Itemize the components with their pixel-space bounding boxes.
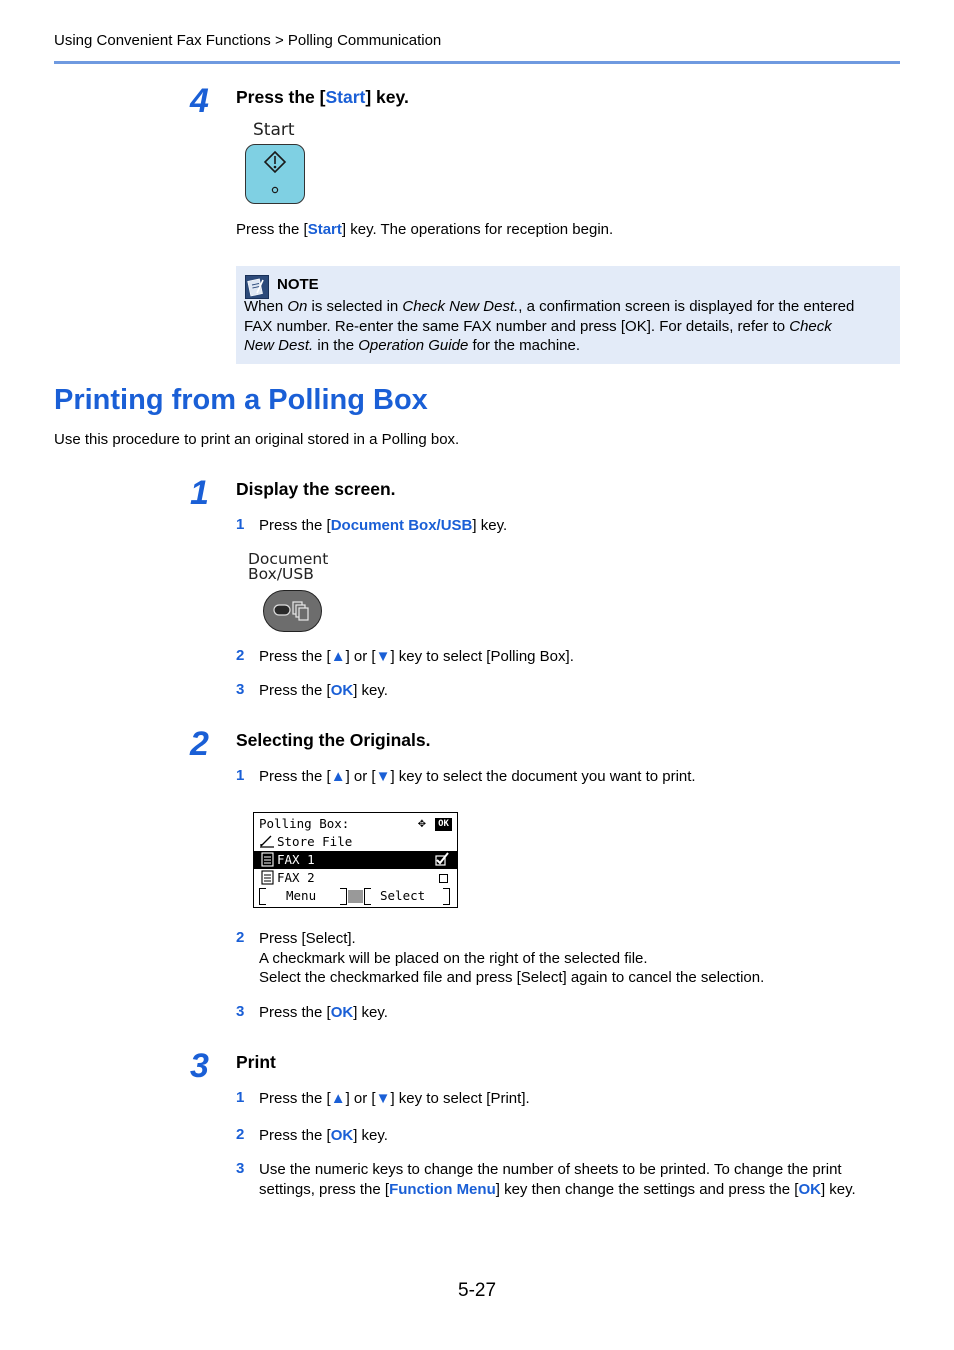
- page-number: 5-27: [458, 1280, 497, 1301]
- document-box-icon: [264, 591, 321, 631]
- down-arrow-icon: ▼: [375, 1090, 391, 1107]
- step3-substep-1-number: 1: [236, 1089, 245, 1106]
- lcd-screen: [253, 812, 458, 908]
- step4-heading: Press the [Start] key.: [236, 87, 409, 107]
- step2-substep-2-text: Press [Select]. A checkmark will be placed on the right of the selected file. Select the checkmarked file and press [Select] again to cancel the selection.: [259, 930, 765, 986]
- step3-heading: Print: [236, 1052, 276, 1072]
- lcd-row-fax-2: FAX 2: [254, 869, 457, 887]
- header-rule: [54, 61, 900, 64]
- start-key-illustration: [245, 144, 305, 204]
- step3-substep-1-text: Press the [▲] or [▼] key to select [Print].: [259, 1090, 530, 1107]
- start-key-label: Start: [253, 120, 295, 140]
- start-key-ref: Start: [325, 87, 366, 107]
- note-title: NOTE: [277, 276, 319, 293]
- step-number-2: 2: [190, 725, 209, 763]
- step-number-1: 1: [190, 474, 209, 512]
- step1-substep-3-number: 3: [236, 681, 245, 698]
- up-arrow-icon: ▲: [330, 768, 346, 785]
- step4-description: Press the [Start] key. The operations for reception begin.: [236, 221, 614, 238]
- ok-badge: OK: [435, 818, 452, 831]
- note-icon: [245, 275, 269, 299]
- breadcrumb: Using Convenient Fax Functions > Polling Communication: [54, 32, 442, 49]
- lcd-row-title: Polling Box: ✥ OK: [254, 815, 457, 833]
- step3-substep-3-text: Use the numeric keys to change the number of sheets to be printed. To change the print settings, press the [Function Menu] key then change the settings and press the [OK] key.: [259, 1161, 856, 1198]
- step3-substep-2-number: 2: [236, 1126, 245, 1143]
- step2-substep-3-number: 3: [236, 1003, 245, 1020]
- select-softkey-label: Select: [380, 888, 426, 903]
- step1-substep-2-number: 2: [236, 647, 245, 664]
- section-title: Printing from a Polling Box: [54, 384, 428, 416]
- step2-substep-1-text: Press the [▲] or [▼] key to select the document you want to print.: [259, 768, 696, 785]
- down-arrow-icon: ▼: [375, 768, 391, 785]
- note-text: When On is selected in Check New Dest., a confirmation screen is displayed for the entered FAX number. Re-enter the same FAX number and press [OK]. For details, refer to Check New Dest. in the Operation Guide for the machine.: [244, 298, 855, 354]
- step2-substep-2-number: 2: [236, 929, 245, 946]
- step1-substep-1-number: 1: [236, 516, 245, 533]
- step1-heading: Display the screen.: [236, 479, 396, 499]
- step3-substep-2-text: Press the [OK] key.: [259, 1127, 388, 1144]
- lcd-row-fax-1: FAX 1: [254, 851, 457, 869]
- document-box-key-illustration: [263, 590, 322, 632]
- step2-substep-1-number: 1: [236, 767, 245, 784]
- down-arrow-icon: ▼: [375, 648, 391, 665]
- step1-substep-3-text: Press the [OK] key.: [259, 682, 388, 699]
- up-arrow-icon: ▲: [330, 1090, 346, 1107]
- step1-substep-1-text: Press the [Document Box/USB] key.: [259, 517, 508, 534]
- step2-substep-3-text: Press the [OK] key.: [259, 1004, 388, 1021]
- section-intro: Use this procedure to print an original stored in a Polling box.: [54, 431, 460, 448]
- step3-substep-3-number: 3: [236, 1160, 245, 1177]
- step-number-4: 4: [190, 82, 209, 120]
- step-number-3: 3: [190, 1047, 209, 1085]
- step1-substep-2-text: Press the [▲] or [▼] key to select [Polling Box].: [259, 648, 574, 665]
- step2-heading: Selecting the Originals.: [236, 730, 431, 750]
- document-box-key-label: Document Box/USB: [248, 550, 329, 583]
- lcd-row-store-file: Store File: [254, 833, 457, 851]
- empty-checkbox-icon: [439, 874, 448, 883]
- menu-softkey-label: Menu: [286, 888, 317, 903]
- lcd-row-softkeys: [254, 887, 457, 905]
- start-diamond-icon: [246, 145, 304, 203]
- four-way-arrow-icon: ✥: [418, 816, 426, 831]
- up-arrow-icon: ▲: [330, 648, 346, 665]
